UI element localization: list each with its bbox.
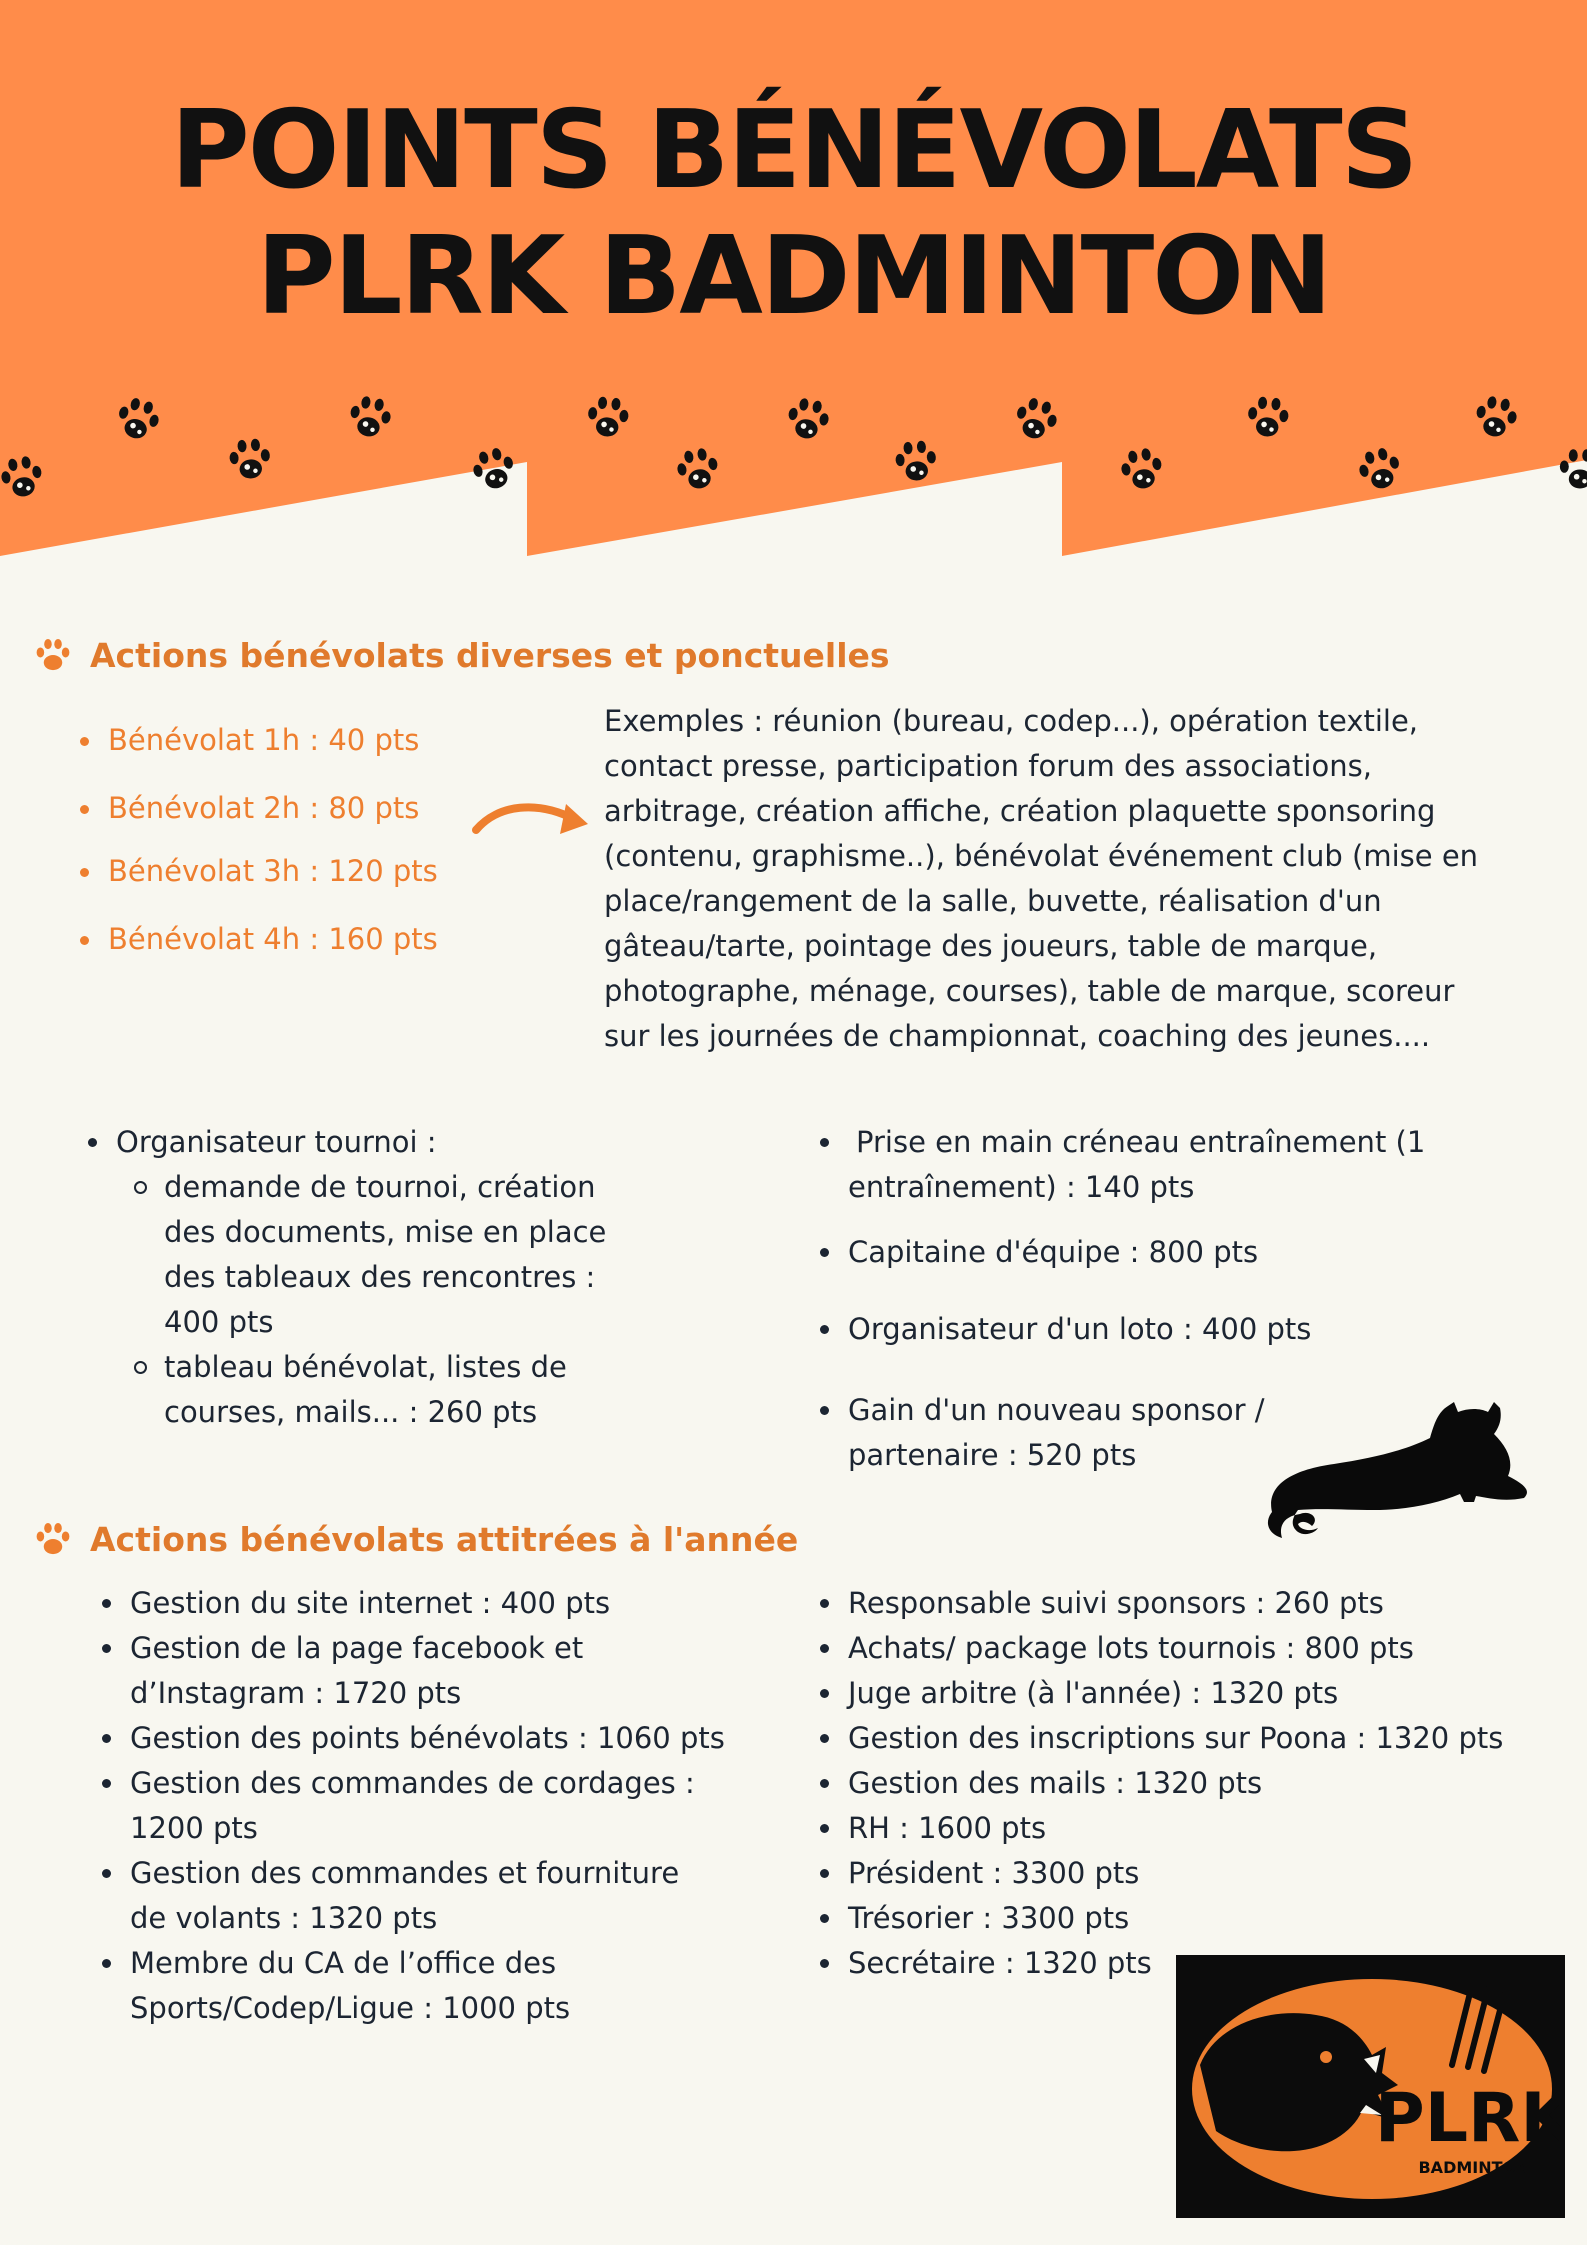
list-item-line: Sports/Codep/Ligue : 1000 pts xyxy=(130,1991,571,2025)
paw-print-icon xyxy=(338,386,403,451)
list-item xyxy=(818,1230,1558,1275)
organizer-sub-list xyxy=(116,1165,706,1435)
paw-icon xyxy=(32,634,74,676)
list-item xyxy=(86,1120,706,1435)
list-item-line: Gain d'un nouveau sponsor / xyxy=(848,1393,1265,1427)
panther-silhouette xyxy=(1238,1400,1530,1548)
sub-item-line: des tableaux des rencontres : xyxy=(164,1260,596,1294)
section-heading-annee xyxy=(32,1518,798,1560)
list-item-line: d’Instagram : 1720 pts xyxy=(130,1676,462,1710)
list-item: RH : 1600 pts xyxy=(818,1806,1578,1851)
club-logo xyxy=(1176,1955,1565,2218)
organizer-list xyxy=(86,1120,706,1435)
sub-item-line: 400 pts xyxy=(164,1305,274,1339)
list-item-line: Gestion des points bénévolats : 1060 pts xyxy=(130,1721,725,1755)
examples-line: (contenu, graphisme..), bénévolat événement club (mise en xyxy=(604,839,1479,873)
list-item: Trésorier : 3300 pts xyxy=(818,1896,1578,1941)
page-title-line2: PLRK BADMINTON xyxy=(256,214,1331,339)
list-item-line: Membre du CA de l’office des xyxy=(130,1946,557,1980)
list-item: Bénévolat 3h : 120 pts xyxy=(80,849,438,894)
list-item xyxy=(100,1761,800,1851)
examples-line: gâteau/tarte, pointage des joueurs, table de marque, xyxy=(604,929,1378,963)
sub-item-line: demande de tournoi, création xyxy=(164,1170,596,1204)
list-item-line: Gestion du site internet : 400 pts xyxy=(130,1586,611,1620)
list-item: Responsable suivi sponsors : 260 pts xyxy=(818,1581,1578,1626)
hours-list xyxy=(80,718,438,962)
list-item xyxy=(100,1716,800,1761)
section-heading-text: Actions bénévolats diverses et ponctuelles xyxy=(90,635,890,675)
paw-print-icon xyxy=(220,430,281,491)
examples-line: sur les journées de championnat, coaching des jeunes.... xyxy=(604,1019,1431,1053)
sub-list-item xyxy=(116,1165,706,1345)
paw-print-icon xyxy=(578,388,639,449)
examples-line: photographe, ménage, courses), table de marque, scoreur xyxy=(604,974,1455,1008)
sub-item-line: des documents, mise en place xyxy=(164,1215,607,1249)
list-item: Bénévolat 1h : 40 pts xyxy=(80,718,438,763)
paw-print-icon xyxy=(776,388,841,453)
sub-list-item xyxy=(116,1345,706,1435)
paw-print-icon xyxy=(1464,386,1529,451)
paw-print-icon xyxy=(886,432,947,493)
list-item-line: Gestion des commandes de cordages : xyxy=(130,1766,695,1800)
arrow-right-icon xyxy=(470,790,590,850)
annual-right-list xyxy=(818,1581,1578,1986)
list-item-line: Gestion de la page facebook et xyxy=(130,1631,584,1665)
examples-line: contact presse, participation forum des associations, xyxy=(604,749,1372,783)
paw-print-icon xyxy=(1110,438,1175,503)
list-item xyxy=(818,1307,1558,1352)
annual-left-list xyxy=(100,1581,800,2031)
club-logo-graphic xyxy=(1176,1955,1565,2218)
examples-line: Exemples : réunion (bureau, codep...), opération textile, xyxy=(604,704,1419,738)
list-item: Bénévolat 2h : 80 pts xyxy=(80,786,438,831)
list-item-line: 1200 pts xyxy=(130,1811,258,1845)
list-item xyxy=(818,1120,1558,1210)
sub-item-line: tableau bénévolat, listes de xyxy=(164,1350,567,1384)
list-item xyxy=(100,1581,800,1626)
logo-letters: PLRK xyxy=(1374,2079,1565,2158)
list-item: Bénévolat 4h : 160 pts xyxy=(80,917,438,962)
examples-line: arbitrage, création affiche, création plaquette sponsoring xyxy=(604,794,1436,828)
list-item-line: partenaire : 520 pts xyxy=(848,1438,1137,1472)
list-item-line: Prise en main créneau entraînement (1 xyxy=(856,1125,1426,1159)
list-item-line: Gestion des commandes et fourniture xyxy=(130,1856,680,1890)
sub-item-line: courses, mails... : 260 pts xyxy=(164,1395,538,1429)
list-item xyxy=(100,1626,800,1716)
list-item: Gestion des mails : 1320 pts xyxy=(818,1761,1578,1806)
organizer-label: Organisateur tournoi : xyxy=(116,1125,437,1159)
section-heading-ponctuelles xyxy=(32,634,890,676)
paw-icon xyxy=(32,1518,74,1560)
page-title xyxy=(0,88,1587,340)
list-item: Juge arbitre (à l'année) : 1320 pts xyxy=(818,1671,1578,1716)
examples-paragraph xyxy=(604,699,1564,1059)
paw-print-icon xyxy=(666,438,731,503)
paw-print-icon xyxy=(1552,442,1587,498)
logo-subtitle: BADMINTON xyxy=(1418,2158,1530,2177)
list-item xyxy=(100,1851,800,1941)
paw-print-icon xyxy=(1238,388,1299,449)
list-item-line: entraînement) : 140 pts xyxy=(848,1170,1195,1204)
page-title-line1: POINTS BÉNÉVOLATS xyxy=(170,88,1417,213)
list-item: Achats/ package lots tournois : 800 pts xyxy=(818,1626,1578,1671)
section-heading-text: Actions bénévolats attitrées à l'année xyxy=(90,1519,799,1559)
list-item-line: Capitaine d'équipe : 800 pts xyxy=(848,1235,1259,1269)
list-item-line: Organisateur d'un loto : 400 pts xyxy=(848,1312,1312,1346)
list-item: Secrétaire : 1320 pts xyxy=(818,1941,1578,1986)
examples-line: place/rangement de la salle, buvette, réalisation d'un xyxy=(604,884,1382,918)
list-item: Gestion des inscriptions sur Poona : 1320 pts xyxy=(818,1716,1578,1761)
list-item xyxy=(100,1941,800,2031)
paw-print-icon xyxy=(0,446,54,511)
list-item: Président : 3300 pts xyxy=(818,1851,1578,1896)
list-item-line: de volants : 1320 pts xyxy=(130,1901,438,1935)
